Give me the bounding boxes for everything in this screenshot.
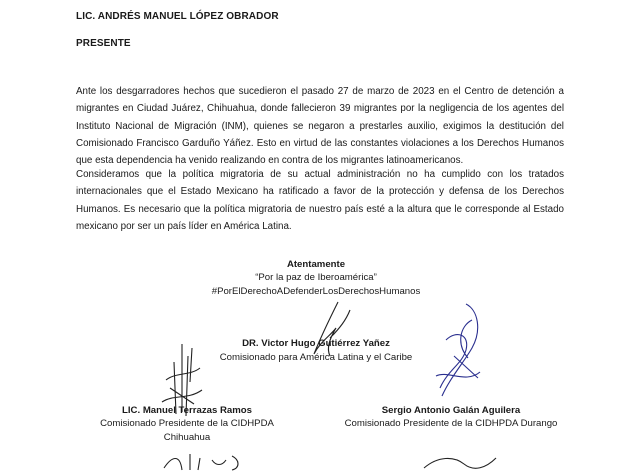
handwritten-signature-1 [300,298,360,358]
signatory-3-role: Comisionado Presidente de la CIDHPDA Durango [344,418,558,429]
closing: Atentamente [286,259,346,270]
signatory-3-name: Sergio Antonio Galán Aguilera [381,405,521,416]
signatory-2-block [76,404,298,445]
signatory-2-name: LIC. Manuel Terrazas Ramos [122,405,252,416]
signatory-1-role: Comisionado para América Latina y el Caribe [219,352,413,363]
body-paragraph-1: Ante los desgarradores hechos que sucedieron el pasado 27 de marzo de 2023 en el Centro de detención a migrantes en Ciudad Juárez, Chihuahua, donde fallecieron 39 migrantes por la negligencia de los agentes del Instituto Nacional de Migración (INM), quienes se negaron a prestarles auxilio, exigimos la destitución del Comisionado Francisco Garduño Yáñez. Esto en virtud de las constantes violaciones a los Derechos Humanos que esta dependencia ha venido realizando en contra de los migrantes latinoamericanos. [76,86,564,167]
hashtag: #PorElDerechoADefenderLosDerechosHumanos [211,286,421,297]
handwritten-signature-3 [426,300,496,400]
signatory-2-role: Comisionado Presidente de la CIDHPDA Chihuahua [100,418,274,443]
signatory-1-name: DR. Victor Hugo Gutiérrez Yañez [242,338,390,349]
partial-signature-5 [420,450,500,474]
partial-signature-4 [160,446,250,476]
addressee: LIC. ANDRÉS MANUEL LÓPEZ OBRADOR [76,11,279,22]
motto: “Por la paz de Iberoamérica” [255,272,377,283]
body-paragraph-2: Consideramos que la política migratoria de su actual administración no ha cumplido con los tratados internacionales que el Estado Mexicano ha ratificado a favor de la protección y defensa de los Derechos Humanos. Es necesario que la política migratoria de nuestro país esté a la altura que le corresponde al Estado mexicano por ser un país líder en América Latina. [76,169,564,232]
salutation: PRESENTE [76,38,131,49]
signatory-3-block [340,404,562,431]
